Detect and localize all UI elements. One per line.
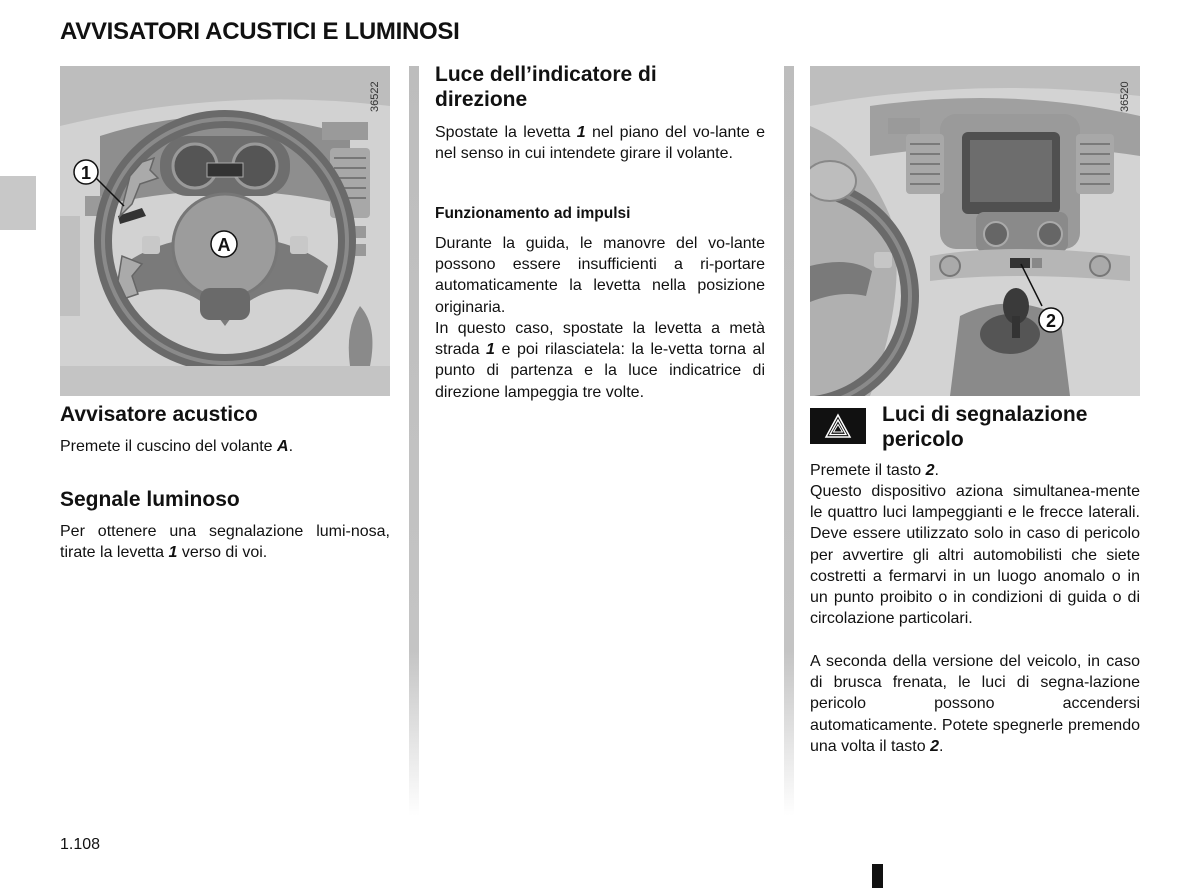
page-edge-marker bbox=[872, 864, 883, 888]
hazard-paragraph-2: Questo dispositivo aziona simultanea-mente le quattro luci lampeggianti e le frecce laterali. Deve essere utilizzato solo in caso di pericolo per avvertire gli altri automobilisti che siete costretti a fermarvi in un luogo anomalo o in un punto proibito o in condizioni di guida o di circolazione particolari. bbox=[810, 483, 1140, 628]
horn-ref: A bbox=[277, 438, 289, 455]
light-signal-ref: 1 bbox=[168, 544, 178, 562]
hazard-ref-1: 2 bbox=[925, 462, 935, 479]
callout-a-label: A bbox=[217, 235, 231, 255]
figure-code-right: 36520 bbox=[1119, 81, 1131, 112]
horn-text: Premete il cuscino del volante bbox=[60, 438, 277, 455]
hazard-text: Premete il tasto bbox=[810, 462, 926, 479]
dashboard-console-illustration bbox=[810, 66, 1140, 396]
heading-pulse-operation: Funzionamento ad impulsi bbox=[435, 205, 631, 222]
horn-text-end: . bbox=[288, 438, 294, 455]
section-tab-marker bbox=[0, 176, 36, 230]
hazard-line-1 bbox=[810, 460, 1140, 481]
hazard-auto-text: A seconda della versione del veicolo, in caso di brusca frenata, le luci di segna-lazione pericolo possono accendersi automaticamente. Potete spegnerle premendo una volta il tasto bbox=[810, 653, 1140, 755]
pulse-text-end: e poi rilasciatela: la le-vetta torna al punto di partenza e la luce indicatrice di direzione lampeggia tre volte. bbox=[435, 341, 765, 401]
page-title: AVVISATORI ACUSTICI E LUMINOSI bbox=[60, 18, 460, 45]
heading-horn: Avvisatore acustico bbox=[60, 403, 258, 426]
pulse-paragraph-2 bbox=[435, 318, 765, 403]
indicator-text: Spostate la levetta bbox=[435, 124, 577, 141]
pulse-text: In questo caso, spostate la levetta a metà strada bbox=[435, 320, 765, 359]
callout-2-label: 2 bbox=[1045, 311, 1057, 331]
hazard-triangle-icon bbox=[810, 408, 866, 444]
hazard-ref-2: 2 bbox=[930, 737, 939, 755]
indicator-text-end: nel piano del vo-lante e nel senso in cui intendete girare il volante. bbox=[435, 124, 765, 163]
heading-indicator: Luce dell’indicatore di direzione bbox=[435, 63, 657, 111]
light-signal-instructions bbox=[60, 521, 390, 563]
hazard-symbol-box bbox=[810, 408, 866, 444]
pulse-ref: 1 bbox=[486, 341, 495, 359]
indicator-ref: 1 bbox=[576, 124, 586, 141]
hazard-auto-text-end: . bbox=[938, 737, 944, 755]
column-divider-left bbox=[409, 66, 419, 816]
hazard-paragraph-3 bbox=[810, 651, 1140, 757]
pulse-paragraph-1: Durante la guida, le manovre del vo-lante possono essere insufficienti a ri-portare automaticamente la levetta nella posizione originaria. bbox=[435, 235, 765, 316]
column-divider-right bbox=[784, 66, 794, 816]
page-number: 1.108 bbox=[60, 836, 101, 853]
horn-instructions bbox=[60, 436, 390, 457]
hazard-text-end: . bbox=[934, 462, 939, 479]
indicator-instructions bbox=[435, 122, 765, 164]
figure-code-left: 36522 bbox=[369, 81, 381, 112]
light-signal-text-end: verso di voi. bbox=[177, 544, 268, 562]
callout-1-label: 1 bbox=[80, 163, 92, 183]
steering-wheel-illustration bbox=[60, 66, 390, 396]
heading-light-signal: Segnale luminoso bbox=[60, 488, 240, 511]
heading-hazard: Luci di segnalazione pericolo bbox=[882, 403, 1088, 451]
light-signal-text: Per ottenere una segnalazione lumi-nosa, tirate la levetta bbox=[60, 523, 390, 562]
